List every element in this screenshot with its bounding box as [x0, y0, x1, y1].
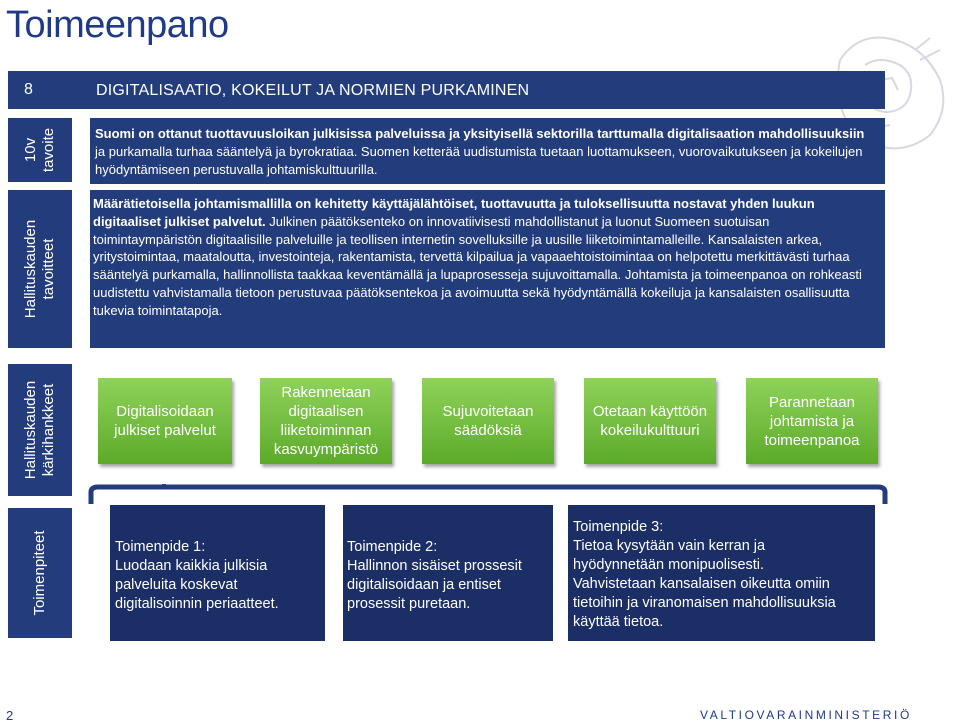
goal-10v-panel [90, 118, 885, 184]
key-project-regulation: Sujuvoitetaan säädöksiä [422, 378, 554, 464]
side-label-gov-goals: Hallituskauden tavoitteet [8, 190, 72, 348]
page-number: 2 [6, 708, 14, 723]
key-project-management: Parannetaan johtamista ja toimeenpanoa [746, 378, 878, 464]
ministry-logo-text: VALTIOVARAINMINISTERIÖ [700, 708, 912, 722]
action-3-box: Toimenpide 3: Tietoa kysytään vain kerran ja hyödynnetään monipuolisesti. Vahvistetaan kansalaisen oikeutta omiin tietoihin ja viranomaisen mahdollisuuksia käyttää tietoa. [568, 505, 875, 641]
action-1-box: Toimenpide 1: Luodaan kaikkia julkisia palveluita koskevat digitalisoinnin periaatteet. [110, 505, 325, 641]
side-label-actions: Toimenpiteet [8, 508, 72, 638]
side-label-10v: 10v tavoite [8, 118, 72, 182]
gov-goals-bold: Määrätietoisella johtamismallilla on kehitetty käyttäjälähtöiset, tuottavuutta ja tuloksellisuutta nostavat yhden luukun digitaaliset julkiset palvelut. [93, 196, 815, 229]
bracket-connector [88, 484, 888, 506]
key-project-digital-services: Digitalisoidaan julkiset palvelut [98, 378, 232, 464]
key-project-experiment-culture: Otetaan käyttöön kokeilukulttuuri [584, 378, 716, 464]
goal-10v-bold: Suomi on ottanut tuottavuusloikan julkisissa palveluissa ja yksityisellä sektorilla tarttumalla digitalisaation mahdollisuuksiin [95, 126, 865, 141]
gov-goals-text: Julkinen päätöksenteko on innovatiivisesti mahdollistanut ja luonut Suomeen suotuisan toimintaympäristön digitaalisille palveluille ja teollisen internetin sovelluksille ja uusille liiketoimintamalleille. Kansalaisten arkea, yritystoimintaa, maataloutta, investointeja, rakentamista, tervettä kilpailua ja vapaaehtoistoimintaa on helpotettu merkittävästi turhaa sääntelyä purkamalla, hallinnollista taakkaa keventämällä ja lupaprosesseja sujuvoittamalla. Johtamista ja toimeenpanoa on rohkeasti uudistettu vahvistamalla tietoon perustuvaa päätöksentekoa ja avoimuutta sekä hyödyntämällä kokeiluja ja kansalaisten osallisuutta tukevia toimintatapoja. [93, 213, 862, 318]
section-number: 8 [24, 81, 33, 98]
action-2-box: Toimenpide 2: Hallinnon sisäiset prossesit digitalisoidaan ja entiset prosessit puretaan. [343, 505, 553, 641]
goal-10v-text: ja purkamalla turhaa sääntelyä ja byrokratiaa. Suomen ketterää uudistumista tuetaan luottamukseen, vuorovaikutukseen ja kokeilujen hyödyntämiseen perustuvalla johtamiskulttuurilla. [95, 143, 863, 177]
page-title: Toimeenpano [6, 4, 229, 46]
side-label-key-projects: Hallituskauden kärkihankkeet [8, 364, 72, 496]
gov-goals-panel [90, 190, 885, 348]
key-project-digital-business: Rakennetaan digitaalisen liiketoiminnan kasvuympäristö [260, 378, 392, 464]
section-header [8, 71, 885, 109]
section-title: DIGITALISAATIO, KOKEILUT JA NORMIEN PURKAMINEN [96, 82, 530, 99]
